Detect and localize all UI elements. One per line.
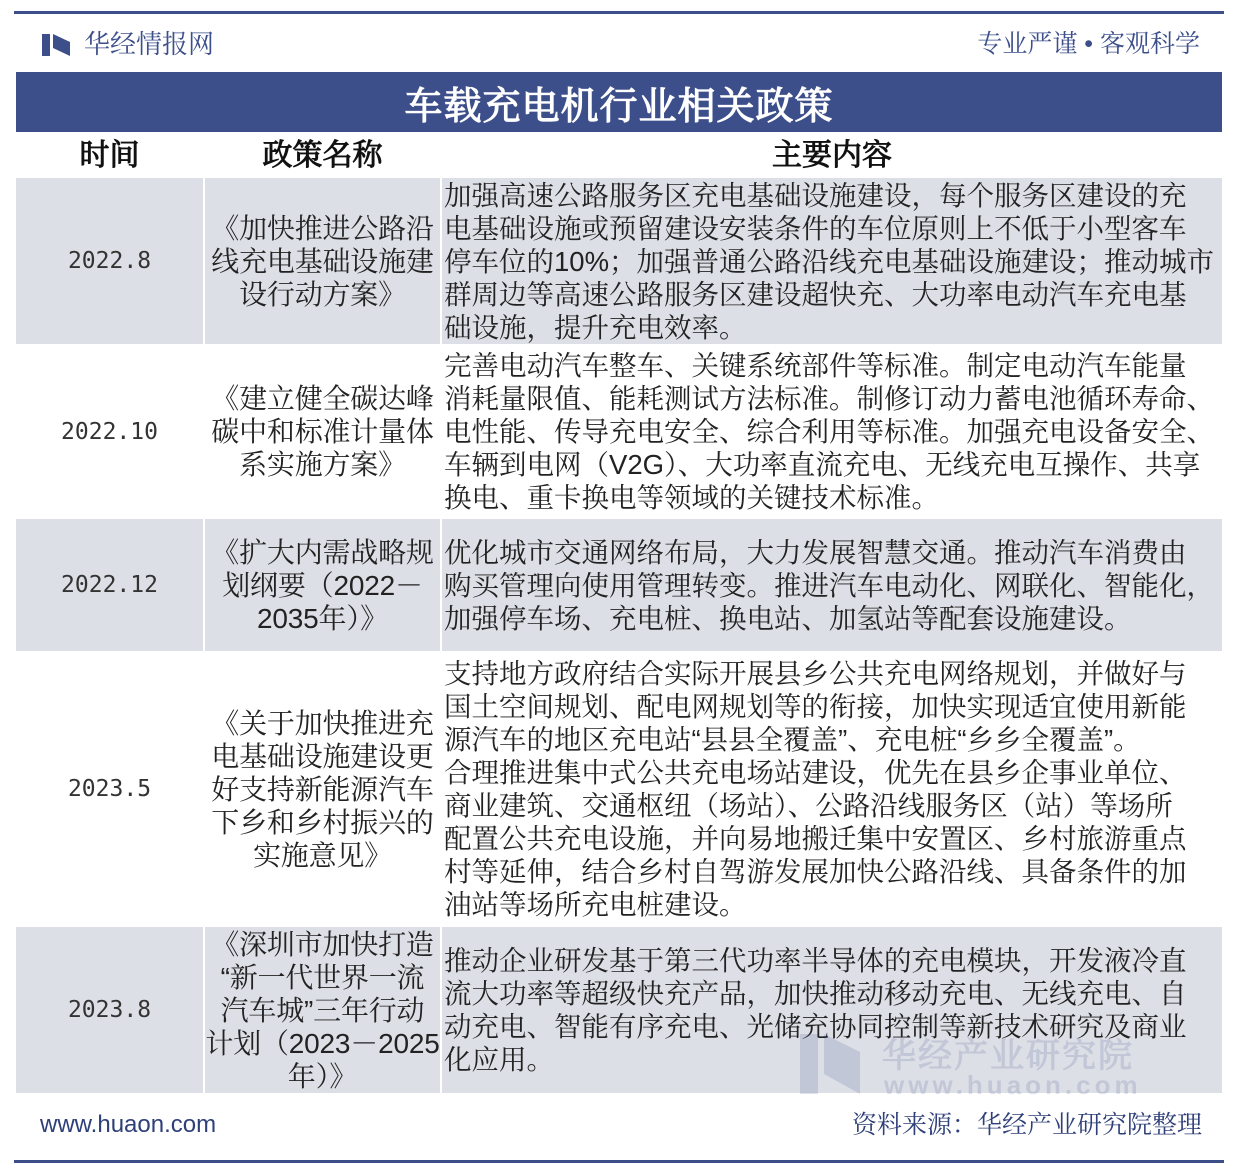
table-header-row xyxy=(16,134,1222,178)
policy-name-line: 设行动方案》 xyxy=(239,278,406,310)
content-line: 群周边等高速公路服务区建设超快充、大功率电动汽车充电基 xyxy=(444,278,1187,310)
content-line: 村等延伸，结合乡村自驾游发展加快公路沿线、具备条件的加 xyxy=(444,856,1187,887)
content-line: 配置公共充电设施，并向易地搬迁集中安置区、乡村旅游重点 xyxy=(444,823,1187,854)
policy-name-line: 《加快推进公路沿 xyxy=(211,212,434,244)
content-line: 车辆到电网（V2G）、大功率直流充电、无线充电互操作、共享 xyxy=(444,449,1201,480)
table-row xyxy=(16,519,1222,651)
column-header-main-content: 主要内容 xyxy=(772,139,892,172)
content-line: 动充电、智能有序充电、光储充协同控制等新技术研究及商业 xyxy=(444,1011,1187,1042)
content-cell xyxy=(442,653,1222,925)
huajing-logo-icon xyxy=(42,32,70,58)
table-row xyxy=(16,346,1222,517)
policy-name-line: 下乡和乡村振兴的 xyxy=(211,806,434,838)
content-line: 完善电动汽车整车、关键系统部件等标准。制定电动汽车能量 xyxy=(444,350,1187,381)
content-cell xyxy=(442,927,1222,1093)
title-bar xyxy=(16,72,1222,132)
content-line: 合理推进集中式公共充电场站建设，优先在县乡企事业单位、 xyxy=(444,757,1187,788)
slogan: 专业严谨 • 客观科学 xyxy=(977,30,1200,58)
policy-name-cell xyxy=(205,519,440,651)
column-header-policy-name: 政策名称 xyxy=(262,139,383,172)
column-header-time: 时间 xyxy=(79,139,140,172)
policy-name-cell xyxy=(205,178,440,344)
content-line: 础设施，提升充电效率。 xyxy=(444,311,747,343)
policy-name-cell xyxy=(205,653,440,925)
footer-website: www.huaon.com xyxy=(40,1111,217,1138)
content-line: 购买管理向使用管理转变。推进汽车电动化、网联化、智能化， xyxy=(444,569,1214,601)
content-line: 加强停车场、充电桩、换电站、加氢站等配套设施建设。 xyxy=(444,602,1132,634)
time-cell xyxy=(16,653,203,925)
time-cell xyxy=(16,178,203,344)
table-row xyxy=(16,178,1222,344)
content-line: 电性能、传导充电安全、综合利用等标准。加强充电设备安全、 xyxy=(444,416,1214,447)
brand-name: 华经情报网 xyxy=(84,29,215,59)
table-body xyxy=(16,178,1222,1095)
time-value: 2022.8 xyxy=(67,248,152,274)
page-title: 车载充电机行业相关政策 xyxy=(404,85,834,128)
bottom-rule xyxy=(14,1160,1224,1163)
content-line: 消耗量限值、能耗测试方法标准。制修订动力蓄电池循环寿命、 xyxy=(444,383,1214,414)
policy-name-line: 《建立健全碳达峰 xyxy=(211,383,434,414)
time-value: 2022.10 xyxy=(61,418,158,445)
content-line: 推动企业研发基于第三代功率半导体的充电模块，开发液冷直 xyxy=(444,945,1187,976)
policy-name-line: 系实施方案》 xyxy=(239,449,406,480)
content-line: 电基础设施或预留建设安装条件的车位原则上不低于小型客车 xyxy=(444,212,1187,244)
content-line: 停车位的10%；加强普通公路沿线充电基础设施建设；推动城市 xyxy=(444,245,1215,277)
footer-source: 资料来源：华经产业研究院整理 xyxy=(851,1111,1202,1139)
time-value: 2023.5 xyxy=(67,776,152,802)
policy-name-cell xyxy=(205,927,440,1093)
time-value: 2022.12 xyxy=(61,572,158,598)
content-line: 换电、重卡换电等领域的关键技术标准。 xyxy=(444,482,939,513)
content-line: 加强高速公路服务区充电基础设施建设，每个服务区建设的充 xyxy=(444,179,1187,211)
time-cell xyxy=(16,346,203,517)
policy-name-line: 《深圳市加快打造 xyxy=(211,928,434,960)
policy-name-line: “新一代世界一流 xyxy=(220,961,425,993)
content-line: 支持地方政府结合实际开展县乡公共充电网络规划，并做好与 xyxy=(444,658,1187,689)
content-cell xyxy=(442,519,1222,651)
policy-name-line: 好支持新能源汽车 xyxy=(211,773,434,805)
top-rule xyxy=(14,11,1224,14)
policy-name-line: 计划（2023－2025 xyxy=(205,1027,440,1059)
policy-name-line: 《扩大内需战略规 xyxy=(211,536,434,568)
time-cell xyxy=(16,519,203,651)
policy-name-line: 实施意见》 xyxy=(252,839,392,871)
policy-name-line: 碳中和标准计量体 xyxy=(211,416,434,447)
policy-name-line: 2035年）》 xyxy=(257,602,388,634)
policy-name-line: 划纲要（2022－ xyxy=(222,569,423,601)
content-line: 流大功率等超级快充产品，加快推动移动充电、无线充电、自 xyxy=(444,978,1187,1009)
time-cell xyxy=(16,927,203,1093)
content-line: 商业建筑、交通枢纽（场站）、公路沿线服务区（站）等场所 xyxy=(444,790,1173,821)
content-line: 化应用。 xyxy=(444,1044,554,1075)
time-value: 2023.8 xyxy=(67,997,152,1023)
policy-name-line: 电基础设施建设更 xyxy=(211,740,434,772)
content-line: 源汽车的地区充电站“县县全覆盖”、充电桩“乡乡全覆盖”。 xyxy=(444,724,1141,755)
policy-name-cell xyxy=(205,346,440,517)
content-line: 油站等场所充电桩建设。 xyxy=(444,889,747,920)
content-line: 优化城市交通网络布局，大力发展智慧交通。推动汽车消费由 xyxy=(444,536,1187,568)
table-row xyxy=(16,927,1222,1093)
policy-name-line: 《关于加快推进充 xyxy=(211,707,434,739)
content-line: 国土空间规划、配电网规划等的衔接，加快实现适宜使用新能 xyxy=(444,691,1187,722)
policy-name-line: 汽车城”三年行动 xyxy=(220,994,425,1026)
policy-name-line: 年）》 xyxy=(287,1060,358,1092)
policy-name-line: 线充电基础设施建 xyxy=(211,245,434,277)
content-cell xyxy=(442,346,1222,517)
content-cell xyxy=(442,178,1222,344)
table-row xyxy=(16,653,1222,925)
